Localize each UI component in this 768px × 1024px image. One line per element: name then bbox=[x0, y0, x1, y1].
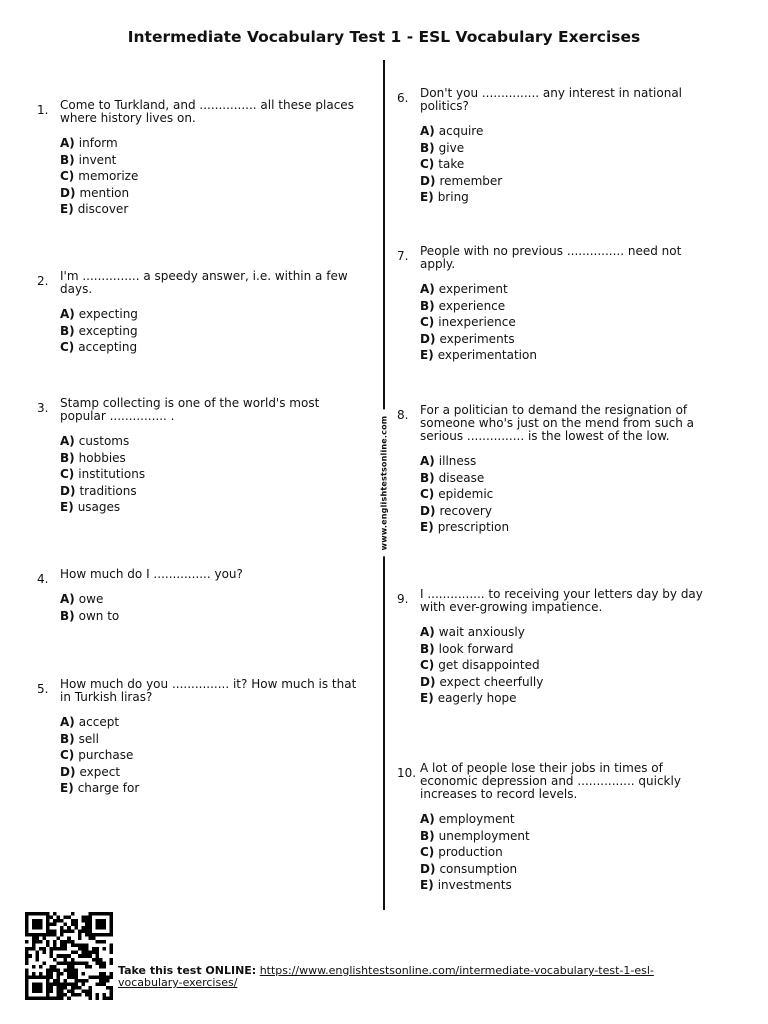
answer-options bbox=[60, 433, 357, 516]
option-text: expecting bbox=[78, 307, 138, 321]
test-online-link[interactable]: https://www.englishtestsonline.com/intermediate-vocabulary-test-1-esl-vocabulary-exercises/ bbox=[118, 964, 654, 989]
answer-options bbox=[420, 624, 717, 707]
option-letter: E) bbox=[420, 691, 434, 705]
option-letter: C) bbox=[420, 487, 435, 501]
option-text: expect cheerfully bbox=[439, 674, 544, 689]
answer-option bbox=[420, 189, 717, 206]
question-text: How much do you ............... it? How much is that in Turkish liras? bbox=[60, 677, 357, 704]
option-text: purchase bbox=[78, 748, 134, 762]
option-letter: B) bbox=[60, 450, 75, 465]
option-text: recovery bbox=[439, 503, 492, 518]
option-text: prescription bbox=[437, 520, 510, 534]
question-text: How much do I ............... you? bbox=[60, 567, 243, 581]
option-text: accepting bbox=[78, 340, 138, 354]
option-text: wait anxiously bbox=[438, 625, 525, 639]
answer-option bbox=[60, 764, 357, 781]
answer-option bbox=[60, 339, 357, 356]
question-4 bbox=[37, 568, 357, 624]
option-letter: D) bbox=[60, 483, 76, 498]
option-text: acquire bbox=[438, 124, 484, 138]
option-letter: D) bbox=[420, 173, 436, 188]
answer-options bbox=[420, 811, 717, 894]
option-text: expect bbox=[79, 764, 121, 779]
option-text: production bbox=[438, 845, 503, 859]
page-title: Intermediate Vocabulary Test 1 - ESL Vocabulary Exercises bbox=[127, 28, 641, 46]
option-letter: B) bbox=[420, 298, 435, 313]
answer-option bbox=[60, 135, 357, 152]
option-letter: E) bbox=[60, 500, 74, 514]
option-text: owe bbox=[78, 592, 104, 606]
question-text: People with no previous ............... need not apply. bbox=[420, 244, 682, 271]
option-text: charge for bbox=[77, 781, 140, 795]
answer-option bbox=[420, 281, 717, 298]
option-text: experience bbox=[438, 298, 506, 313]
option-text: epidemic bbox=[438, 487, 494, 501]
answer-option bbox=[60, 591, 357, 608]
question-2 bbox=[37, 270, 357, 356]
option-letter: A) bbox=[420, 282, 435, 296]
option-letter: C) bbox=[420, 845, 435, 859]
option-text: accept bbox=[78, 715, 120, 729]
answer-option bbox=[420, 877, 717, 894]
option-text: look forward bbox=[438, 641, 514, 656]
option-text: memorize bbox=[78, 169, 139, 183]
option-letter: C) bbox=[60, 169, 75, 183]
option-text: get disappointed bbox=[438, 658, 540, 672]
option-letter: A) bbox=[60, 715, 75, 729]
answer-option bbox=[420, 347, 717, 364]
answer-option bbox=[60, 466, 357, 483]
answer-option bbox=[420, 123, 717, 140]
option-letter: A) bbox=[420, 625, 435, 639]
question-9 bbox=[397, 588, 717, 707]
question-text: I ............... to receiving your letters day by day with ever-growing impatience. bbox=[420, 587, 703, 614]
answer-option bbox=[420, 519, 717, 536]
option-text: institutions bbox=[78, 467, 146, 481]
option-text: experiment bbox=[438, 282, 508, 296]
question-text: Stamp collecting is one of the world's most popular ............... . bbox=[60, 396, 320, 423]
question-number: 4. bbox=[37, 572, 49, 586]
option-letter: D) bbox=[420, 674, 436, 689]
question-number: 10. bbox=[397, 766, 417, 780]
answer-option bbox=[60, 714, 357, 731]
answer-option bbox=[420, 811, 717, 828]
option-letter: A) bbox=[420, 812, 435, 826]
question-number: 8. bbox=[397, 408, 409, 422]
answer-option bbox=[60, 433, 357, 450]
option-letter: D) bbox=[60, 764, 76, 779]
option-letter: C) bbox=[420, 315, 435, 329]
option-text: sell bbox=[78, 731, 99, 746]
question-number: 5. bbox=[37, 682, 49, 696]
question-10 bbox=[397, 762, 717, 894]
answer-option bbox=[420, 470, 717, 487]
answer-option bbox=[420, 298, 717, 315]
answer-option bbox=[420, 314, 717, 331]
question-text: I'm ............... a speedy answer, i.e. within a few days. bbox=[60, 269, 348, 296]
question-8 bbox=[397, 404, 717, 536]
option-text: disease bbox=[438, 470, 485, 485]
answer-option bbox=[60, 608, 357, 625]
option-letter: A) bbox=[420, 124, 435, 138]
answer-option bbox=[420, 828, 717, 845]
option-letter: E) bbox=[420, 348, 434, 362]
question-number: 2. bbox=[37, 274, 49, 288]
question-1 bbox=[37, 99, 357, 218]
question-text: For a politician to demand the resignation of someone who's just on the mend from such a serious ............... is the lowest of the low. bbox=[420, 403, 694, 443]
answer-option bbox=[60, 201, 357, 218]
option-letter: E) bbox=[60, 202, 74, 216]
option-text: excepting bbox=[78, 323, 138, 338]
answer-option bbox=[420, 641, 717, 658]
question-text: Don't you ............... any interest in national politics? bbox=[420, 86, 683, 113]
option-text: employment bbox=[438, 812, 515, 826]
footer bbox=[25, 912, 745, 1002]
question-3 bbox=[37, 397, 357, 516]
option-letter: B) bbox=[60, 731, 75, 746]
option-letter: B) bbox=[60, 323, 75, 338]
option-letter: D) bbox=[60, 185, 76, 200]
qr-code-icon bbox=[25, 912, 113, 1000]
answer-option bbox=[60, 731, 357, 748]
question-number: 3. bbox=[37, 401, 49, 415]
question-7 bbox=[397, 245, 717, 364]
option-letter: C) bbox=[60, 467, 75, 481]
answer-option bbox=[60, 168, 357, 185]
option-letter: B) bbox=[420, 140, 435, 155]
question-number: 7. bbox=[397, 249, 409, 263]
option-text: illness bbox=[438, 454, 477, 468]
option-text: experiments bbox=[439, 331, 515, 346]
answer-option bbox=[420, 690, 717, 707]
option-letter: D) bbox=[420, 331, 436, 346]
option-text: consumption bbox=[439, 861, 518, 876]
option-letter: C) bbox=[60, 748, 75, 762]
option-letter: C) bbox=[420, 658, 435, 672]
option-letter: D) bbox=[420, 503, 436, 518]
answer-option bbox=[420, 674, 717, 691]
answer-option bbox=[60, 747, 357, 764]
option-text: customs bbox=[78, 434, 130, 448]
option-letter: C) bbox=[420, 157, 435, 171]
option-text: inexperience bbox=[438, 315, 516, 329]
answer-option bbox=[60, 780, 357, 797]
answer-option bbox=[420, 156, 717, 173]
option-text: mention bbox=[79, 185, 130, 200]
answer-options bbox=[60, 591, 357, 624]
answer-option bbox=[420, 503, 717, 520]
option-letter: A) bbox=[60, 307, 75, 321]
option-letter: A) bbox=[60, 434, 75, 448]
option-letter: B) bbox=[60, 152, 75, 167]
option-text: inform bbox=[78, 136, 118, 150]
option-letter: B) bbox=[420, 470, 435, 485]
answer-option bbox=[420, 331, 717, 348]
answer-option bbox=[420, 844, 717, 861]
question-number: 9. bbox=[397, 592, 409, 606]
option-text: own to bbox=[78, 608, 120, 623]
question-text: A lot of people lose their jobs in times of economic depression and ............... quickly increases to record levels. bbox=[420, 761, 681, 801]
option-text: hobbies bbox=[78, 450, 126, 465]
answer-option bbox=[60, 185, 357, 202]
question-text: Come to Turkland, and ............... all these places where history lives on. bbox=[60, 98, 354, 125]
footer-text bbox=[118, 965, 678, 989]
option-text: eagerly hope bbox=[437, 691, 517, 705]
answer-options bbox=[60, 135, 357, 218]
answer-option bbox=[60, 450, 357, 467]
answer-option bbox=[420, 861, 717, 878]
option-letter: E) bbox=[420, 878, 434, 892]
question-number: 6. bbox=[397, 91, 409, 105]
question-5 bbox=[37, 678, 357, 797]
option-letter: A) bbox=[60, 592, 75, 606]
option-text: give bbox=[438, 140, 465, 155]
answer-option bbox=[60, 152, 357, 169]
option-letter: B) bbox=[60, 608, 75, 623]
answer-option bbox=[60, 499, 357, 516]
option-text: investments bbox=[437, 878, 512, 892]
answer-option bbox=[60, 483, 357, 500]
answer-option bbox=[420, 657, 717, 674]
option-text: take bbox=[438, 157, 465, 171]
answer-option bbox=[60, 323, 357, 340]
option-letter: D) bbox=[420, 861, 436, 876]
option-letter: B) bbox=[420, 828, 435, 843]
answer-option bbox=[420, 140, 717, 157]
question-6 bbox=[397, 87, 717, 206]
option-letter: E) bbox=[420, 190, 434, 204]
option-text: bring bbox=[437, 190, 469, 204]
option-letter: E) bbox=[60, 781, 74, 795]
answer-options bbox=[420, 281, 717, 364]
answer-options bbox=[60, 306, 357, 356]
answer-option bbox=[420, 624, 717, 641]
answer-option bbox=[420, 173, 717, 190]
answer-options bbox=[420, 123, 717, 206]
option-text: invent bbox=[78, 152, 117, 167]
option-text: usages bbox=[77, 500, 121, 514]
option-text: traditions bbox=[79, 483, 137, 498]
answer-option bbox=[420, 453, 717, 470]
option-letter: A) bbox=[60, 136, 75, 150]
answer-options bbox=[60, 714, 357, 797]
footer-label: Take this test ONLINE: bbox=[118, 964, 257, 977]
site-watermark-text: www.englishtestsonline.com bbox=[377, 410, 392, 557]
option-letter: E) bbox=[420, 520, 434, 534]
option-text: discover bbox=[77, 202, 129, 216]
option-text: remember bbox=[439, 173, 503, 188]
question-number: 1. bbox=[37, 103, 49, 117]
option-text: unemployment bbox=[438, 828, 530, 843]
option-letter: A) bbox=[420, 454, 435, 468]
option-text: experimentation bbox=[437, 348, 537, 362]
answer-option bbox=[420, 486, 717, 503]
answer-option bbox=[60, 306, 357, 323]
answer-options bbox=[420, 453, 717, 536]
option-letter: C) bbox=[60, 340, 75, 354]
option-letter: B) bbox=[420, 641, 435, 656]
